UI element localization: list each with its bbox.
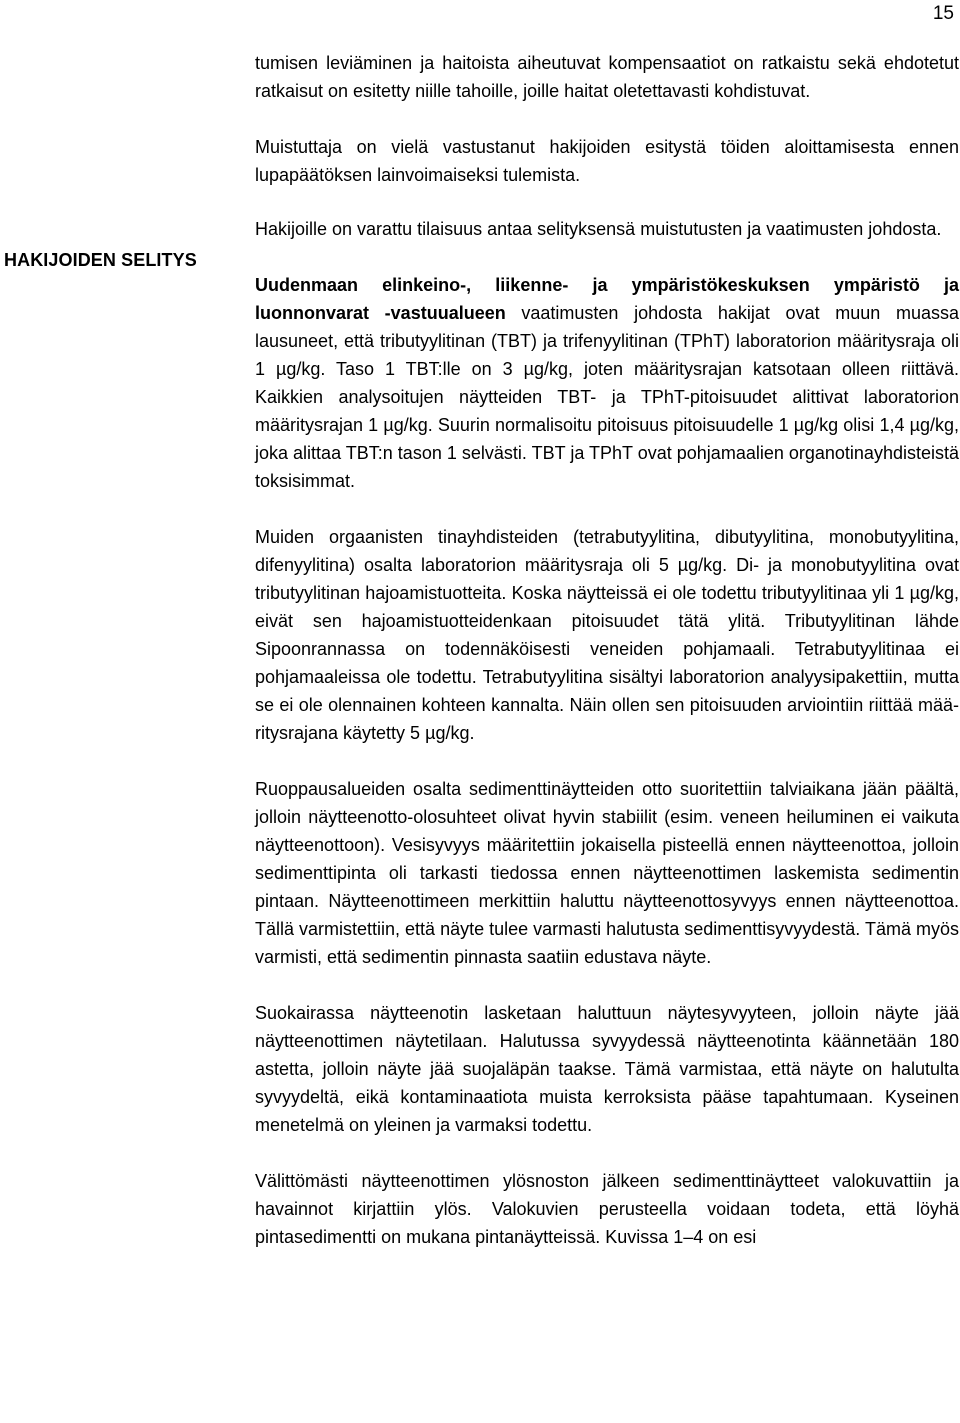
section-heading: HAKIJOIDEN SELITYS xyxy=(4,250,197,270)
paragraph-sampling: Ruoppausalueiden osalta sedimenttinäytteiden otto suoritettiin talviaikana jään päältä, jolloin näytteenotto-olosuhteet olivat hyvin stabiilit (esim. veneen heiluminen ei vaikuta näytteenottoon). Vesisyvyys määritettiin jokaisella pisteellä ennen näytteenottoa, jolloin sedimenttipinta oli tarkasti tiedossa ennen näytteenottimen laskemista sedimentin pintaan. Näytteenottimeen merkittiin haluttu näytteenottosyvyys ennen näytteenottoa. Tällä varmistettiin, että näyte tulee varmasti halutusta sedimenttisyvyydestä. Tämä myös varmisti, että sedimentin pinnasta saatiin edustava näyte. xyxy=(255,779,959,967)
paragraph-objection: Muistuttaja on vielä vastustanut hakijoiden esitystä töiden aloittamisesta ennen lupapäätöksen lainvoimaiseksi tulemista. xyxy=(255,137,959,185)
paragraph-sampler: Suokairassa näytteenotin lasketaan haluttuun näytesyvyyteen, jolloin näyte jää näytteenottimen näytetilaan. Halutussa syvyydessä näytteenotinta käännetään 180 astetta, jolloin näyte jää suojaläpän taakse. Tämä varmistaa, että näyte on halutulta syvyydeltä, eikä kontaminaatiota muista kerroksista pääse tapahtumaan. Kyseinen menetelmä on yleinen ja varmaksi todettu. xyxy=(255,1003,959,1135)
paragraph-ely-response xyxy=(255,271,959,495)
authority-name: Uudenmaan elinkeino-, liikenne- ja ympäristökeskuksen ympäristö ja luonnonvarat -vastuualueen xyxy=(255,275,959,323)
paragraph-opportunity: Hakijoille on varattu tilaisuus antaa selityksensä muistutusten ja vaatimusten johdosta. xyxy=(255,219,942,239)
paragraph-photos: Välittömästi näytteenottimen ylösnoston jälkeen sedimenttinäytteet valokuvattiin ja havainnot kirjattiin ylös. Valokuvien perusteella voidaan todeta, että löyhä pintasedimentti on mukana pintanäytteissä. Kuvissa 1–4 on esi xyxy=(255,1171,959,1247)
paragraph-compensation: tumisen leviäminen ja haitoista aiheutuvat kompensaatiot on ratkaistu sekä ehdotetut ratkaisut on esitetty niille tahoille, joille haitat oletettavasti kohdistuvat. xyxy=(255,53,959,101)
page-number: 15 xyxy=(932,3,954,24)
paragraph-ely-response-text: vaatimusten johdosta hakijat ovat muun muassa lausuneet, että tributyylitinan (TBT) ja trifenyylitinan (TPhT) laboratorion määritysraja oli 1 µg/kg. Taso 1 TBT:lle on 3 µg/kg, joten määritysrajan katsotaan olleen riittävä. Kaikkien analysoitujen näytteiden TBT- ja TPhT-pitoisuudet alittivat laboratorion määritysrajan 1 µg/kg. Suurin normalisoitu pitoisuus pitoisuudelle 1 µg/kg olisi 1,4 µg/kg, joka alittaa TBT:n tason 1 selvästi. TBT ja TPhT ovat pohjamaalien organotinayhdisteistä toksisimmat. xyxy=(255,303,959,491)
paragraph-organotin: Muiden orgaanisten tinayhdisteiden (tetrabutyylitina, dibutyylitina, monobutyylitina, difenyylitina) osalta laboratorion määritysraja oli 5 µg/kg. Di- ja monobutyylitina ovat tributyylitinan hajoamistuotteita. Koska näytteissä ei ole todettu tributyylitinaa yli 1 µg/kg, eivät sen hajoamistuotteidenkaan pitoisuudet tätä ylitä. Tributyylitinan lähde Sipoonrannassa on todennäköisesti veneiden pohjamaali. Tetrabutyylitinaa ei pohjamaaleissa ole todettu. Tetrabutyylitina sisältyi laboratorion analyysipakettiin, mutta se ei ole olennainen kohteen kannalta. Näin ollen sen pitoisuuden arviointiin riittää määritysrajana käytetty 5 µg/kg. xyxy=(255,527,959,743)
body-text xyxy=(255,49,959,1279)
